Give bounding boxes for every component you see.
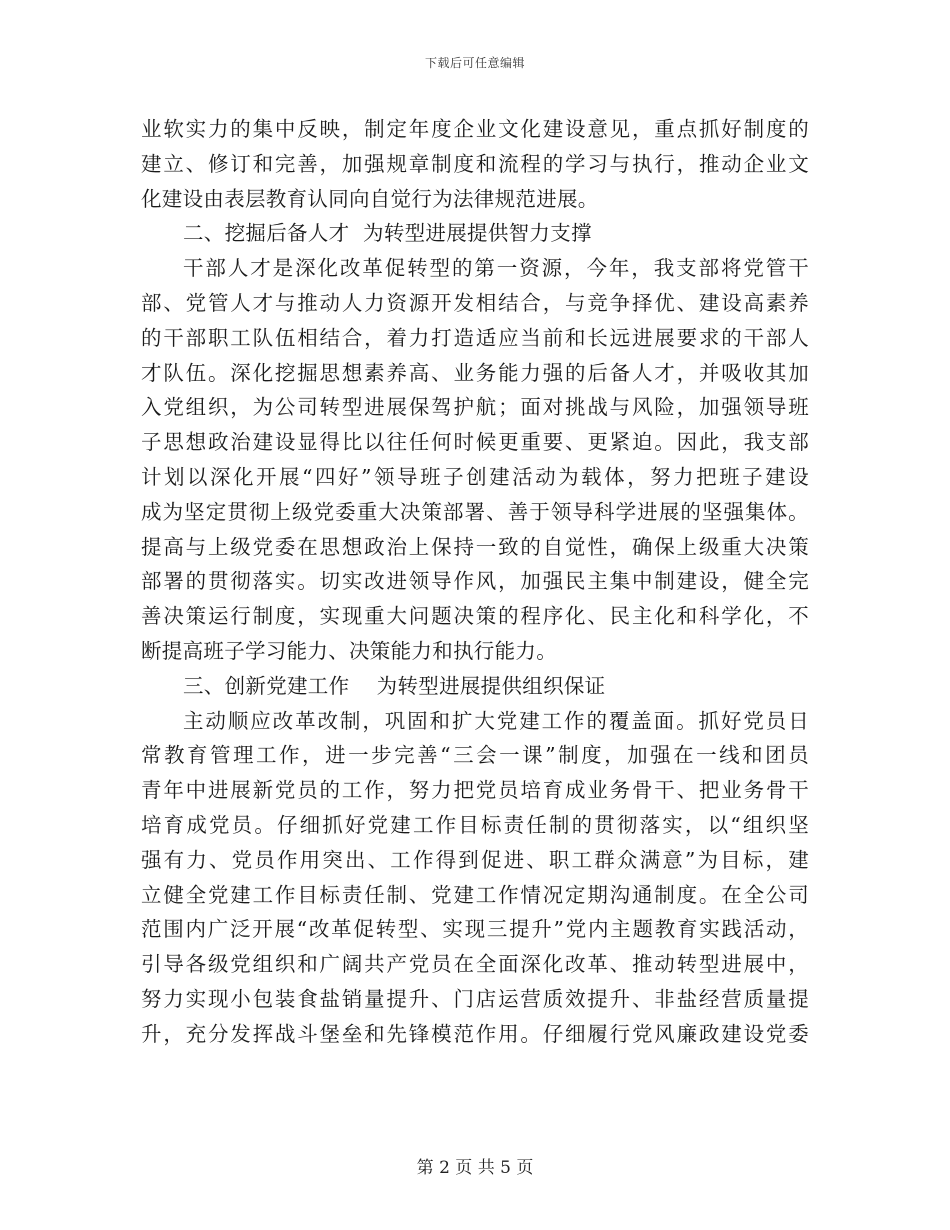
paragraph-line: 子思想政治建设显得比以往任何时候更重要、更紧迫。因此，我支部 — [141, 430, 809, 455]
section-heading-3: 三、创新党建工作 为转型进展提供组织保证 — [183, 673, 606, 698]
paragraph-line: 立健全党建工作目标责任制、党建工作情况定期沟通制度。在全公司 — [141, 882, 809, 907]
paragraph-line: 范围内广泛开展“改革促转型、实现三提升”党内主题教育实践活动， — [141, 917, 809, 942]
paragraph-line: 入党组织，为公司转型进展保驾护航；面对挑战与风险，加强领导班 — [141, 395, 809, 420]
paragraph-line: 化建设由表层教育认同向自觉行为法律规范进展。 — [141, 186, 599, 211]
paragraph-line: 成为坚定贯彻上级党委重大决策部署、善于领导科学进展的坚强集体。 — [141, 499, 809, 524]
paragraph-line: 主动顺应改革改制，巩固和扩大党建工作的覆盖面。抓好党员日 — [183, 708, 809, 733]
page-number: 第 2 页 共 5 页 — [416, 1158, 534, 1178]
paragraph-line: 善决策运行制度，实现重大问题决策的程序化、民主化和科学化，不 — [141, 604, 809, 629]
paragraph-line: 引导各级党组织和广阔共产党员在全面深化改革、推动转型进展中， — [141, 952, 809, 977]
paragraph-line: 提高与上级党委在思想政治上保持一致的自觉性，确保上级重大决策 — [141, 534, 809, 559]
paragraph-line: 部、党管人才与推动人力资源开发相结合，与竞争择优、建设高素养 — [141, 290, 809, 315]
paragraph-line: 干部人才是深化改革促转型的第一资源，今年，我支部将党管干 — [183, 256, 809, 281]
paragraph-line: 建立、修订和完善，加强规章制度和流程的学习与执行，推动企业文 — [141, 151, 809, 176]
paragraph-line: 青年中进展新党员的工作，努力把党员培育成业务骨干、把业务骨干 — [141, 778, 809, 803]
document-body — [141, 112, 809, 1052]
paragraph-line: 部署的贯彻落实。切实改进领导作风，加强民主集中制建设，健全完 — [141, 569, 809, 594]
section-heading-2: 二、挖掘后备人才 为转型进展提供智力支撑 — [183, 221, 592, 246]
paragraph-line: 计划以深化开展“四好”领导班子创建活动为载体，努力把班子建设 — [141, 464, 809, 489]
paragraph-line: 努力实现小包装食盐销量提升、门店运营质效提升、非盐经营质量提 — [141, 986, 809, 1011]
paragraph-line: 升，充分发挥战斗堡垒和先锋模范作用。仔细履行党风廉政建设党委 — [141, 1021, 809, 1046]
paragraph-line: 断提高班子学习能力、决策能力和执行能力。 — [141, 638, 557, 663]
paragraph-line: 常教育管理工作，进一步完善“三会一课”制度，加强在一线和团员 — [141, 743, 809, 768]
page-header: 下载后可任意编辑 — [424, 56, 525, 70]
paragraph-line: 强有力、党员作用突出、工作得到促进、职工群众满意”为目标，建 — [141, 847, 809, 872]
paragraph-line: 业软实力的集中反映，制定年度企业文化建设意见，重点抓好制度的 — [141, 117, 809, 141]
paragraph-line: 才队伍。深化挖掘思想素养高、业务能力强的后备人才，并吸收其加 — [141, 360, 809, 385]
paragraph-line: 的干部职工队伍相结合，着力打造适应当前和长远进展要求的干部人 — [141, 325, 809, 350]
paragraph-line: 培育成党员。仔细抓好党建工作目标责任制的贯彻落实，以“组织坚 — [141, 812, 809, 837]
